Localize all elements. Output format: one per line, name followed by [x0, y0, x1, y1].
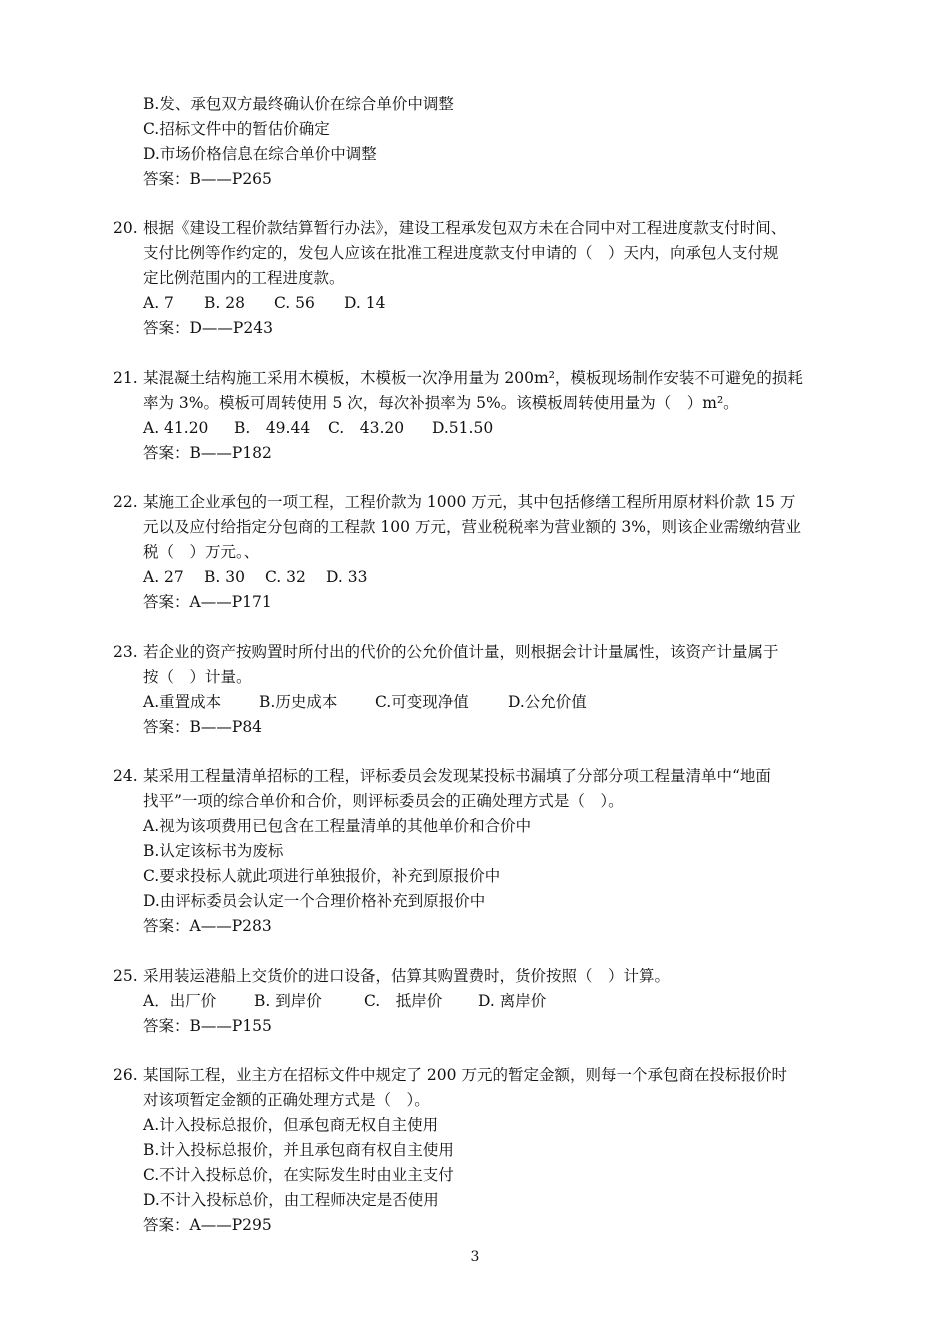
- option: A．出厂价: [143, 992, 217, 1010]
- question-number: 22.: [113, 493, 138, 511]
- question-number: 25.: [113, 967, 138, 985]
- answer-line: 答案：A——P283: [143, 917, 272, 935]
- options-row: [143, 692, 587, 712]
- option: D. 离岸价: [478, 992, 547, 1010]
- question-stem: 元以及应付给指定分包商的工程款 100 万元，营业税税率为营业额的 3%，则该企业需缴纳营业: [143, 518, 801, 536]
- option-line: B.计入投标总报价，并且承包商有权自主使用: [143, 1141, 454, 1159]
- option: C. 抵岸价: [364, 992, 443, 1010]
- question-stem: 若企业的资产按购置时所付出的代价的公允价值计量，则根据会计计量属性，该资产计量属于: [143, 643, 779, 661]
- option: B. 49.44: [234, 419, 311, 437]
- question-number: 23.: [113, 643, 138, 661]
- answer-line: 答案：A——P295: [143, 1216, 272, 1234]
- options-row: [143, 991, 546, 1011]
- answer-line: 答案：D——P243: [143, 319, 273, 337]
- question-stem: 率为 3%。模板可周转使用 5 次，每次补损率为 5%。该模板周转使用量为（ ）m²。: [143, 394, 739, 412]
- option-line: B.认定该标书为废标: [143, 842, 284, 860]
- question-stem: 某施工企业承包的一项工程，工程价款为 1000 万元，其中包括修缮工程所用原材料价款 15 万: [143, 493, 796, 511]
- option: A. 41.20: [143, 419, 209, 437]
- options-row: [143, 567, 367, 587]
- option-line: C.不计入投标总价，在实际发生时由业主支付: [143, 1166, 454, 1184]
- option: D. 14: [344, 294, 386, 312]
- option: C. 56: [274, 294, 315, 312]
- option: A.重置成本: [143, 693, 222, 711]
- option: B. 30: [204, 568, 245, 586]
- question-number: 21.: [113, 369, 138, 387]
- answer-line: 答案：B——P155: [143, 1017, 272, 1035]
- option-line: A.视为该项费用已包含在工程量清单的其他单价和合价中: [143, 817, 532, 835]
- answer-line: 答案：B——P182: [143, 444, 272, 462]
- option: C. 43.20: [328, 419, 405, 437]
- question-stem: 支付比例等作约定的，发包人应该在批准工程进度款支付申请的（ ）天内，向承包人支付规: [143, 244, 779, 262]
- question-stem: 对该项暂定金额的正确处理方式是（ ）。: [143, 1091, 430, 1109]
- page-number: 3: [470, 1249, 480, 1265]
- option: B. 到岸价: [254, 992, 322, 1010]
- answer-line: 答案：B——P84: [143, 718, 263, 736]
- option: A. 27: [143, 568, 184, 586]
- option: B.历史成本: [259, 693, 338, 711]
- option-line: B.发、承包双方最终确认价在综合单价中调整: [143, 95, 454, 113]
- question-stem: 某混凝土结构施工采用木模板，木模板一次净用量为 200m²，模板现场制作安装不可避免的损耗: [143, 369, 803, 387]
- option-line: A.计入投标总报价，但承包商无权自主使用: [143, 1116, 439, 1134]
- answer-line: 答案：A——P171: [143, 593, 272, 611]
- option-line: D.不计入投标总价，由工程师决定是否使用: [143, 1191, 439, 1209]
- question-stem: 按（ ）计量。: [143, 668, 252, 686]
- option-line: C.要求投标人就此项进行单独报价，补充到原报价中: [143, 867, 501, 885]
- option: D.公允价值: [508, 693, 587, 711]
- question-stem: 找平”一项的综合单价和合价，则评标委员会的正确处理方式是（ ）。: [143, 792, 624, 810]
- option: C. 32: [265, 568, 306, 586]
- options-row: [143, 418, 493, 438]
- question-stem: 税（ ）万元。、: [143, 543, 260, 561]
- answer-line: 答案：B——P265: [143, 170, 272, 188]
- option: A. 7: [143, 294, 174, 312]
- question-number: 24.: [113, 767, 138, 785]
- option: C.可变现净值: [375, 693, 469, 711]
- option-line: C.招标文件中的暂估价确定: [143, 120, 330, 138]
- question-number: 26.: [113, 1066, 138, 1084]
- question-stem: 某国际工程，业主方在招标文件中规定了 200 万元的暂定金额，则每一个承包商在投标报价时: [143, 1066, 787, 1084]
- options-row: [143, 293, 385, 313]
- question-stem: 根据《建设工程价款结算暂行办法》，建设工程承发包双方未在合同中对工程进度款支付时间、: [143, 219, 787, 237]
- question-stem: 定比例范围内的工程进度款。: [143, 269, 345, 287]
- option: D.51.50: [432, 419, 494, 437]
- question-number: 20.: [113, 219, 138, 237]
- question-stem: 采用装运港船上交货价的进口设备，估算其购置费时，货价按照（ ）计算。: [143, 967, 671, 985]
- option-line: D.由评标委员会认定一个合理价格补充到原报价中: [143, 892, 486, 910]
- option-line: D.市场价格信息在综合单价中调整: [143, 145, 377, 163]
- option: D. 33: [326, 568, 368, 586]
- option: B. 28: [204, 294, 245, 312]
- question-stem: 某采用工程量清单招标的工程，评标委员会发现某投标书漏填了分部分项工程量清单中“地面: [143, 767, 771, 785]
